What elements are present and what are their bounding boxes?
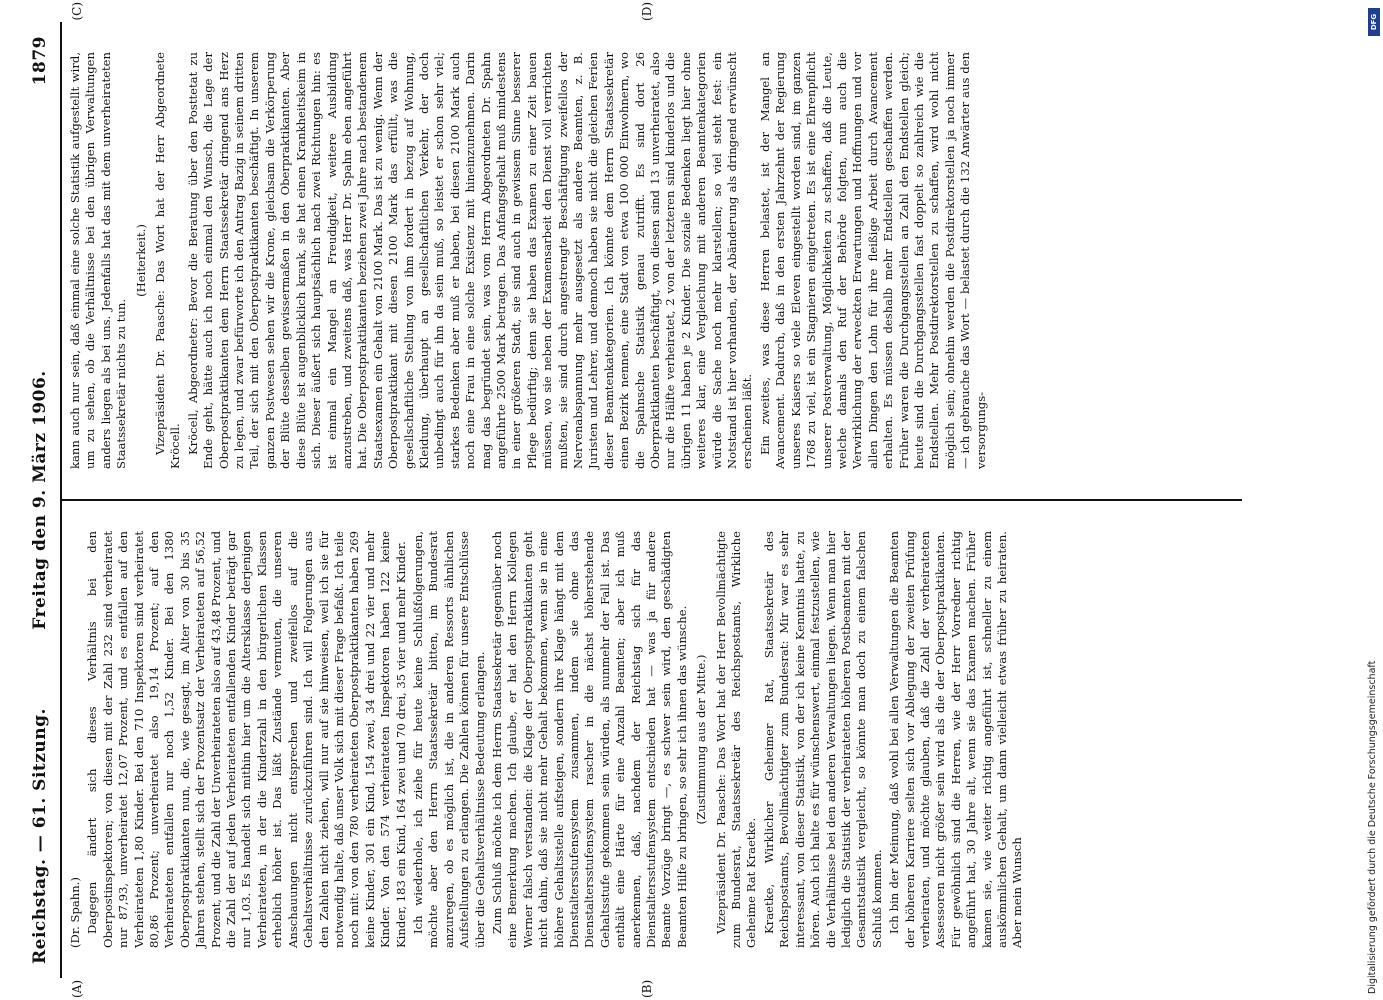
page-header xyxy=(22,22,62,978)
right-column xyxy=(62,22,1242,499)
dfg-logo xyxy=(1368,8,1380,36)
paragraph: kann auch nur sein, daß einmal eine solche Statistik aufgestellt wird, um zu sehen, ob die Verhältnisse bei den übrigen Verwaltungen anders liegen als bei uns. Jedenfalls hat das mit dem unverheirateten Staatssekretär nichts zu tun. xyxy=(68,52,129,469)
interjection: (Zustimmung aus der Mitte.) xyxy=(694,654,709,825)
paragraph: Vizepräsident Dr. Paasche: Das Wort hat der Herr Bevollmächtigte zum Bundesrat, Staatssekretär des Reichspostamts, Wirkliche Geheime Rat Kraetke. xyxy=(713,531,759,948)
credit-text: Digitalisierung gefördert durch die Deutsche Forschungsgemeinschaft xyxy=(1367,660,1378,994)
interjection: (Heiterkeit.) xyxy=(133,224,148,297)
paragraph: Ich wiederhole, ich ziehe für heute keine Schlußfolgerungen, möchte aber den Herrn Staatssekretär bitten, im Bundesrat anzuregen, ob es möglich ist, die in anderen Ressorts ähnlichen Aufstellungen zu erlangen. Die Zahlen können für unsere Entschlüsse über die Gehaltsverhältnisse Bedeutung erlangen. xyxy=(410,531,487,948)
text-columns xyxy=(62,22,1242,978)
margin-marker-b: (B) xyxy=(640,979,654,998)
header-session: Reichstag. — 61. Sitzung. xyxy=(30,708,50,964)
paragraph: Kröcell, Abgeordneter: Bevor die Beratung über den Posttetat zu Ende geht, hätte auch ich noch einmal den Wunsch, die Lage der Oberpostpraktikanten dem Herrn Staatssekretär dringend ans Herz zu legen, und zwar befürworte ich den Antrag Bazig in seinem dritten Teil, der sich mit den Oberpostpraktikanten beschäftigt. In unserem ganzen Postwesen sehen wir die Krone, gleichsam die Verkörperung der Blüte desselben gewissermaßen in den Oberpraktikanten. Aber diese Blüte ist augenblicklich krank, sie hat einen Krankheitskeim in sich. Dieser äußert sich hauptsächlich nach zwei Richtungen hin: es ist einmal ein Mangel an Freudigkeit, weitere Ausbildung anzustreben, und zweitens daß, was Herr Dr. Spahn eben angeführt hat. Die Oberpostpraktikanten beziehen zwei Jahre nach bestandenem Staatsexamen ein Gehalt von 2100 Mark. Das ist zu wenig. Wenn der Oberpostpraktikant mit diesen 2100 Mark das erfüllt, was die gesellschaftliche Stellung von ihm fordert in bezug auf Wohnung, Kleidung, überhaupt an gesellschaftlichen Verkehr, der doch unbedingt auch für ihn da sein muß, so leistet er schon sehr viel; starkes Bedenken aber muß er haben, bei diesen 2100 Mark auch noch eine Frau in eine solche Existenz mit hineinzunehmen. Darin mag das begründet sein, was vom Herrn Abgeordneten Dr. Spahn angeführte 2500 Mark betragen. Das Anfangsgehalt muß mindestens in einer größeren Stadt, sie sind auch in gewissem Sinne besserer Pflege bedürftig; denn sie haben das Examen zu einer Zeit bauen müssen, wo sie neben der Examensarbeit den Dienst voll verrichten mußten, sie sind durch angestrengte Beschäftigung zweifellos der Nervenabspannung mehr ausgesetzt als andere Beamten, z. B. Juristen und Lehrer, und dennoch haben sie nicht die gleichen Ferien dieser Beamtenkategorien. Ich könnte dem Herrn Staatssekretär einen Bezirk nennen, eine Stadt von etwa 100 000 Einwohnern, wo die Spahnsche Statistik genau zutrifft. Es sind dort 26 Oberpraktikanten beschäftigt, von diesen sind 13 unverheiratet, also nur die Hälfte verheiratet, 2 von der letzteren sind kinderlos und die übrigen 11 haben je 2 Kinder. Die soziale Bedenken liegt hier ohne weiteres klar, eine Vergleichung mit anderen Beamtenkategorien würde die Sache noch mehr klarstellen; so viel steht fest: ein Notstand ist hier vorhanden, der Abänderung als dringend erwünscht erscheinen läßt. xyxy=(185,52,755,469)
digitization-credit xyxy=(1367,6,1381,994)
paragraph: Vizepräsident Dr. Paasche: Das Wort hat der Herr Abgeordnete Kröcell. xyxy=(153,52,183,469)
header-date: Freitag den 9. März 1906. xyxy=(30,370,50,630)
speaker-label: (Dr. Spahn.) xyxy=(68,877,82,948)
margin-marker-d: (D) xyxy=(640,2,654,21)
margin-marker-a: (A) xyxy=(70,979,84,998)
page-number: 1879 xyxy=(30,36,50,86)
paragraph: Ich bin der Meinung, daß wohl bei allen Verwaltungen die Beamten der höheren Karriere selten sich vor Ablegung der zweiten Prüfung verheiraten, und möchte glauben, daß die Zahl der verheirateten Assessoren nicht größer sein wird als die der Oberpostpraktikanten. Für gewöhnlich sind die Herren, wie der Herr Vorredner richtig angeführt hat, 30 Jahre alt, wenn sie das Examen machen. Früher kamen sie, wie weiter richtig angeführt ist, schneller zu einem auskömmlichen Gehalt, um dann vielleicht etwas früher zu heiraten. Aber mein Wunsch xyxy=(887,531,1025,948)
paragraph: Ein zweites, was diese Herren belastet, ist der Mangel an Avancement. Dadurch, daß in den ersten Jahrzehnt der Regierung unseres Kaisers so viele Eleven eingestellt worden sind, im ganzen 1768 zu viel, ist ein Stagnieren eingetreten. Es ist eine Ehrenpflicht unserer Postverwaltung, Möglichkeiten zu schaffen, daß die Leute, welche damals den Ruf der Behörde folgten, nun auch die Verwirklichung der erweckten Erwartungen und Hoffnungen und vor allen Dingen den Lohn für ihre fleißige Arbeit durch Avancement erhalten. Es müssen deshalb mehr Endstellen geschaffen werden. Früher waren die Durchgangsstellen an Zahl den Endstellen gleich; heute sind die Durchgangsstellen fast doppelt so zahlreich wie die Endstellen. Mehr Postdirektorstellen zu schaffen, wird wohl nicht möglich sein; ohnehin werden die Postdirektorstellen ja noch immer — ich gebrauche das Wort — belastet durch die 132 Anwärter aus den versorgungs- xyxy=(757,52,988,469)
column-divider xyxy=(62,499,1242,501)
paragraph: Zum Schluß möchte ich dem Herrn Staatssekretär gegenüber noch eine Bemerkung machen. Ich glaube, er hat den Herrn Kollegen Werner falsch verstanden: die Klage der Oberpostpraktikanten geht nicht dahin, daß sie nicht mehr Gehalt bekommen, wenn sie in eine höhere Gehaltsstelle aufsteigen, sondern ihre Klage hängt mit dem Dienstaltersstufensystem zusammen, indem sie ohne das Dienstaltersstufensystem rascher in die nächst höherstehende Gehaltsstufe gekommen sein würden, als nunmehr der Fall ist. Das enthält eine Härte für eine Anzahl Beamten; aber ich muß anerkennen, daß, nachdem der Reichstag sich für das Dienstaltersstufensystem entschieden hat — was ja für andere Beamte Vorzüge bringt —, es schwer sein wird, den geschädigten Beamten Hilfe zu bringen, so sehr ich ihnen das wünsche. xyxy=(489,531,689,948)
left-column xyxy=(62,501,1242,978)
paragraph: Dagegen ändert sich dieses Verhältnis bei den Oberpostinspektoren; von diesen mit der Zahl 232 sind verheiratet nur 87,93, unverheiratet 12,07 Prozent, und es entfallen auf den Verheirateten 1,80 Kinder. Bei den 710 Inspektoren sind verheiratet 80,86 Prozent; unverheiratet also 19,14 Prozent; auf den Verheirateten entfallen nur noch 1,52 Kinder. Bei den 1380 Oberpostpraktikanten nun, die, wie gesagt, im Alter von 30 bis 35 Jahren stehen, stellt sich der Prozentsatz der Verheirateten auf 56,52 Prozent, und die Zahl der Unverheirateten also auf 43,48 Prozent, und die Zahl der auf jeden Verheirateten entfallenden Kinder beträgt gar nur 1,03. Es handelt sich mithin hier um die Altersklasse derjenigen Verheirateten, in der die Kinderzahl in den bürgerlichen Klassen erheblich höher ist. Das läßt Zustände vermuten, die unseren Anschauungen nicht entsprechen und zweifellos auf die Gehaltsverhältnisse zurückzuführen sind. Ich will Folgerungen aus den Zahlen nicht ziehen, will nur auf sie hinweisen, weil ich sie für notwendig halte, daß unser Volk sich mit dieser Frage befaßt. Ich teile noch mit: von den 780 verheirateten Oberpostpraktikanten haben 269 keine Kinder, 301 ein Kind, 154 zwei, 34 drei und 22 vier und mehr Kinder. Von den 574 verheirateten Inspektoren haben 122 keine Kinder, 183 ein Kind, 164 zwei und 70 drei, 35 vier und mehr Kinder. xyxy=(85,531,408,948)
margin-marker-c: (C) xyxy=(70,2,84,21)
paragraph: Kraetke, Wirklicher Geheimer Rat, Staatssekretär des Reichspostamts, Bevollmächtigter zum Bundesrat: Mir war es sehr interessant, von dieser Statistik, von der ich keine Kenntnis hatte, zu hören. Auch ich halte es für wünschenswert, einmal festzustellen, wie die Verhältnisse bei den anderen Verwaltungen liegen. Wenn man hier lediglich die Statistik der verheirateten höheren Postbeamten mit der Gesamtstatistik vergleicht, so könnte man doch zu einem falschen Schluß kommen. xyxy=(761,531,884,948)
dfg-logo-text: DFG xyxy=(1370,13,1378,31)
